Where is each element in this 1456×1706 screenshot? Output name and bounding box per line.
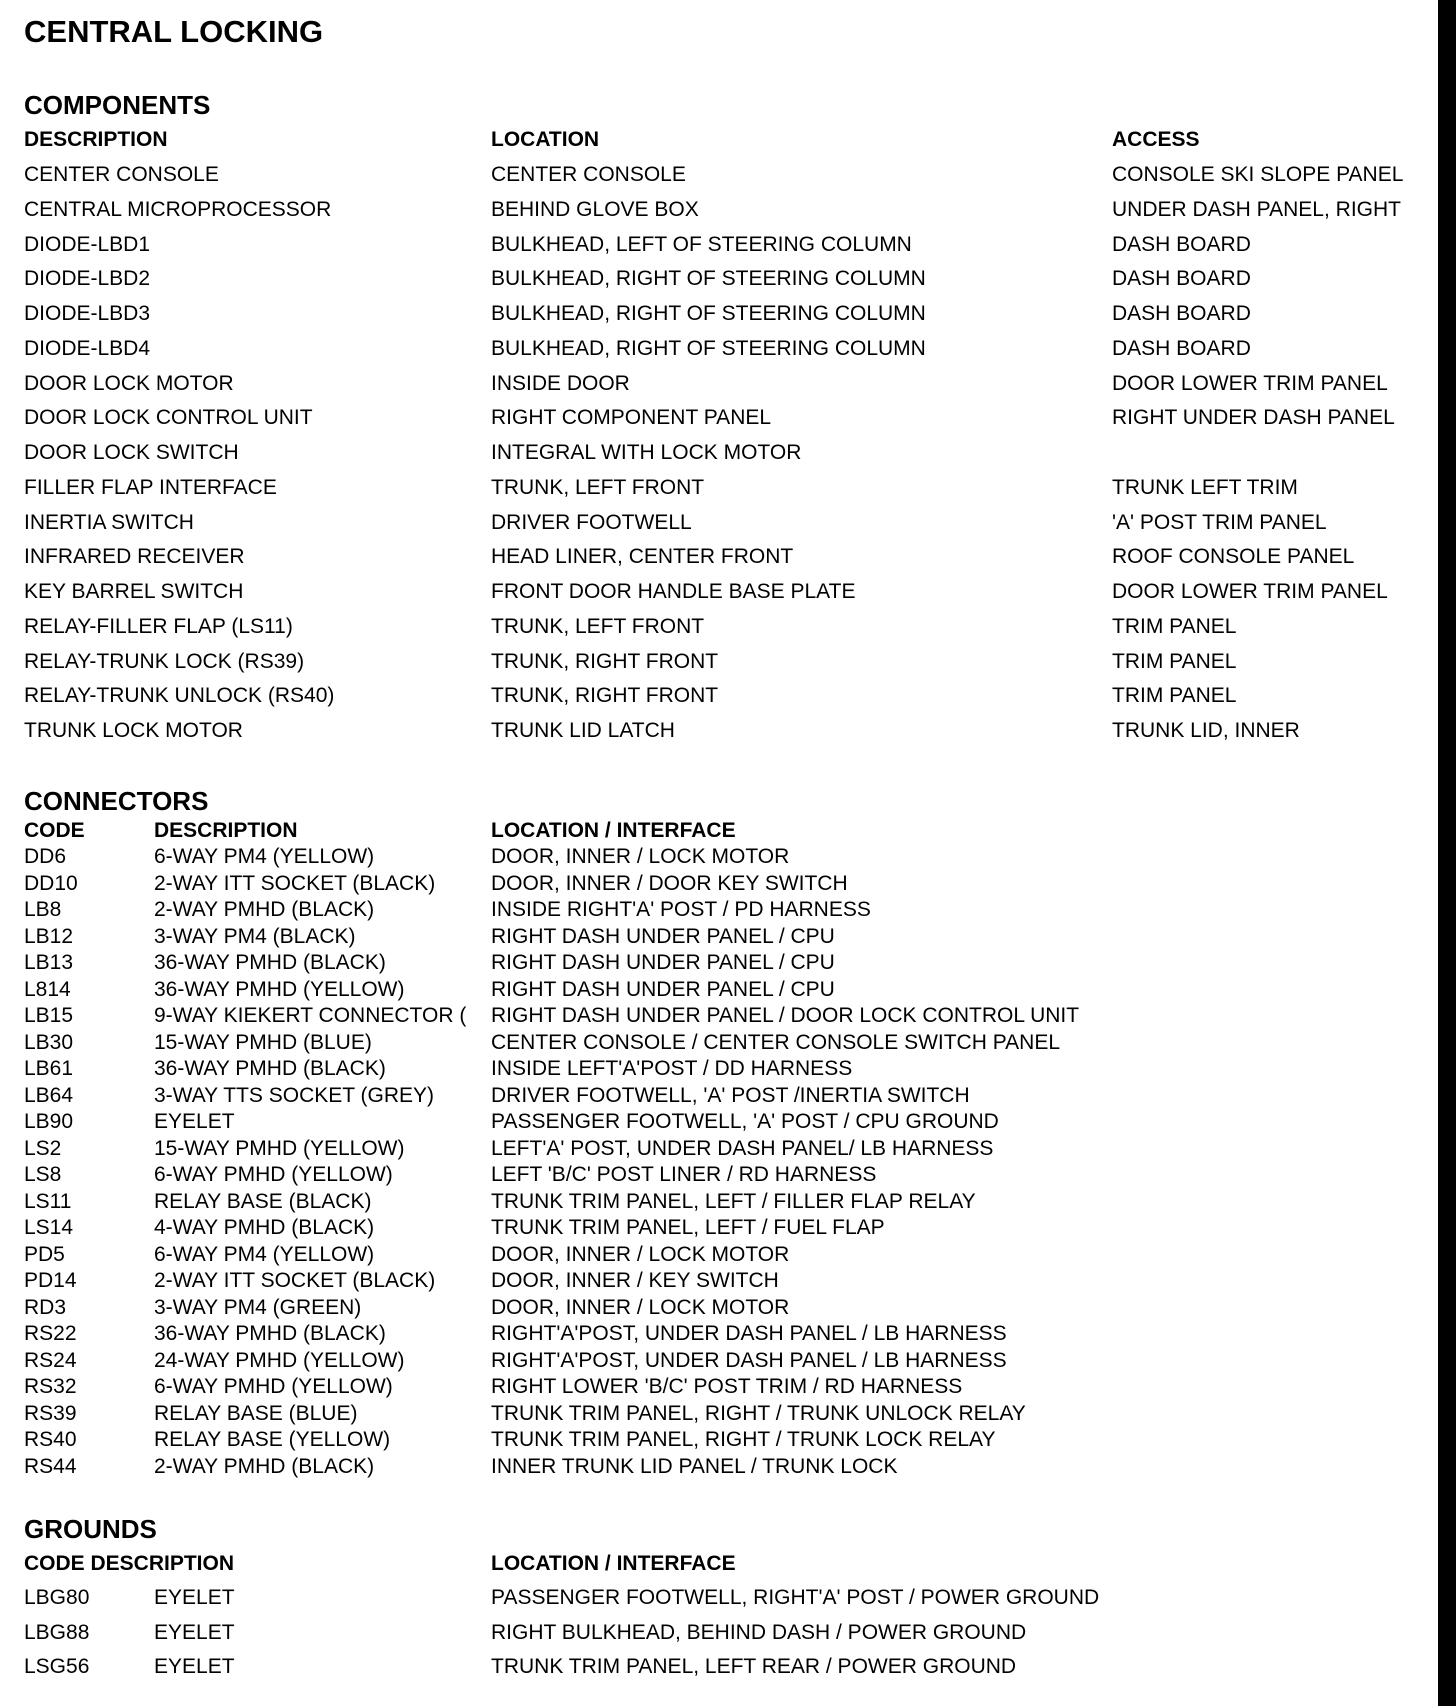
table-cell: DOOR, INNER / KEY SWITCH	[491, 1269, 779, 1292]
table-cell: TRUNK, LEFT FRONT	[491, 614, 705, 638]
table-cell: LB15	[24, 1004, 74, 1027]
table-cell: 6-WAY PMHD (YELLOW)	[154, 1375, 393, 1398]
table-cell: 15-WAY PMHD (YELLOW)	[154, 1136, 405, 1160]
table-cell: 4-WAY PMHD (BLACK)	[154, 1216, 375, 1239]
table-cell: 2-WAY PMHD (BLACK)	[154, 1454, 375, 1478]
table-cell: TRUNK LID LATCH	[491, 719, 675, 742]
table-cell: DOOR LOCK SWITCH	[24, 441, 239, 464]
table-cell: 2-WAY PMHD (BLACK)	[154, 898, 375, 921]
table-cell: TRUNK, LEFT FRONT	[491, 475, 705, 499]
table-cell: KEY BARREL SWITCH	[24, 580, 244, 603]
table-cell: DASH BOARD	[1112, 232, 1251, 256]
table-cell: CONSOLE SKI SLOPE PANEL	[1112, 163, 1404, 186]
table-cell: RS32	[24, 1375, 77, 1398]
table-cell: LS8	[24, 1163, 62, 1186]
table-cell: EYELET	[154, 1110, 235, 1133]
table-cell: ROOF CONSOLE PANEL	[1112, 545, 1355, 569]
table-cell: RS24	[24, 1348, 77, 1372]
table-cell: INFRARED RECEIVER	[24, 545, 245, 569]
table-cell: RIGHT'A'POST, UNDER DASH PANEL / LB HARNESS	[491, 1322, 1007, 1345]
column-header-description: DESCRIPTION	[154, 819, 298, 842]
table-cell: CENTER CONSOLE	[24, 163, 219, 186]
table-cell: RIGHT DASH UNDER PANEL / CPU	[491, 924, 835, 948]
table-cell: 9-WAY KIEKERT CONNECTOR (	[154, 1004, 467, 1027]
table-cell: TRUNK TRIM PANEL, LEFT / FILLER FLAP RELAY	[491, 1189, 976, 1213]
table-cell: DASH BOARD	[1112, 336, 1251, 360]
table-cell: LS2	[24, 1136, 62, 1160]
column-header-code: CODE	[24, 819, 85, 842]
table-cell: DD10	[24, 871, 78, 895]
table-cell: PASSENGER FOOTWELL, RIGHT'A' POST / POWER GROUND	[491, 1586, 1100, 1609]
table-cell: DIODE-LBD4	[24, 336, 151, 360]
table-cell: LBG80	[24, 1586, 90, 1609]
table-cell: 3-WAY TTS SOCKET (GREY)	[154, 1083, 435, 1107]
connectors-heading: CONNECTORS	[24, 786, 209, 816]
table-cell: CENTRAL MICROPROCESSOR	[24, 197, 332, 221]
table-cell: RS40	[24, 1428, 77, 1451]
table-cell: TRIM PANEL	[1112, 649, 1237, 673]
table-cell: DOOR, INNER / DOOR KEY SWITCH	[491, 871, 848, 895]
table-cell: 6-WAY PM4 (YELLOW)	[154, 1242, 375, 1266]
table-cell: RS44	[24, 1454, 77, 1478]
table-cell: TRUNK TRIM PANEL, RIGHT / TRUNK UNLOCK RELAY	[491, 1401, 1026, 1425]
table-cell: INSIDE RIGHT'A' POST / PD HARNESS	[491, 898, 871, 921]
table-cell: PD5	[24, 1242, 65, 1266]
table-cell: 36-WAY PMHD (BLACK)	[154, 951, 386, 974]
table-cell: TRUNK LID, INNER	[1112, 719, 1300, 742]
table-cell: RELAY-TRUNK LOCK (RS39)	[24, 649, 305, 673]
table-cell: 36-WAY PMHD (BLACK)	[154, 1057, 386, 1080]
table-cell: LB61	[24, 1057, 74, 1080]
table-cell: TRIM PANEL	[1112, 684, 1237, 708]
table-cell: TRUNK, RIGHT FRONT	[491, 684, 719, 708]
table-cell: LB8	[24, 898, 62, 921]
table-cell: DOOR LOCK MOTOR	[24, 371, 234, 395]
components-heading: COMPONENTS	[24, 90, 211, 120]
table-cell: RS39	[24, 1401, 77, 1425]
table-cell: L814	[24, 977, 71, 1001]
table-cell: CENTER CONSOLE / CENTER CONSOLE SWITCH PANEL	[491, 1030, 1061, 1054]
table-cell: BULKHEAD, RIGHT OF STEERING COLUMN	[491, 302, 926, 325]
table-cell: RIGHT DASH UNDER PANEL / DOOR LOCK CONTROL UNIT	[491, 1004, 1080, 1027]
table-cell: 2-WAY ITT SOCKET (BLACK)	[154, 1269, 436, 1292]
table-cell: TRUNK LEFT TRIM	[1112, 475, 1298, 499]
table-cell: LS14	[24, 1216, 74, 1239]
table-cell: LSG56	[24, 1655, 90, 1679]
table-cell: PASSENGER FOOTWELL, 'A' POST / CPU GROUND	[491, 1110, 999, 1133]
table-cell: EYELET	[154, 1620, 235, 1644]
table-cell: 15-WAY PMHD (BLUE)	[154, 1030, 372, 1054]
table-cell: 3-WAY PM4 (BLACK)	[154, 924, 356, 948]
table-cell: LEFT'A' POST, UNDER DASH PANEL/ LB HARNESS	[491, 1136, 994, 1160]
table-cell: DOOR LOCK CONTROL UNIT	[24, 406, 313, 430]
table-cell: BULKHEAD, RIGHT OF STEERING COLUMN	[491, 267, 926, 291]
table-cell: DRIVER FOOTWELL, 'A' POST /INERTIA SWITCH	[491, 1083, 970, 1107]
column-header-location-interface: LOCATION / INTERFACE	[491, 819, 736, 842]
table-cell: TRUNK TRIM PANEL, LEFT / FUEL FLAP	[491, 1216, 885, 1239]
table-cell: EYELET	[154, 1655, 235, 1679]
table-cell: INTEGRAL WITH LOCK MOTOR	[491, 441, 802, 464]
table-cell: DIODE-LBD2	[24, 267, 151, 291]
table-cell: LB12	[24, 924, 74, 948]
table-cell: DASH BOARD	[1112, 267, 1251, 291]
table-cell: FILLER FLAP INTERFACE	[24, 475, 277, 499]
table-cell: INSIDE DOOR	[491, 371, 630, 395]
table-cell: TRIM PANEL	[1112, 614, 1237, 638]
table-cell: 'A' POST TRIM PANEL	[1112, 510, 1327, 534]
table-cell: TRUNK TRIM PANEL, LEFT REAR / POWER GROUND	[491, 1655, 1017, 1679]
table-cell: CENTER CONSOLE	[491, 163, 686, 186]
table-cell: TRUNK, RIGHT FRONT	[491, 649, 719, 673]
table-cell: RIGHT COMPONENT PANEL	[491, 406, 772, 430]
table-cell: RIGHT'A'POST, UNDER DASH PANEL / LB HARNESS	[491, 1348, 1007, 1372]
table-cell: DOOR LOWER TRIM PANEL	[1112, 371, 1388, 395]
table-cell: 2-WAY ITT SOCKET (BLACK)	[154, 871, 436, 895]
table-cell: BEHIND GLOVE BOX	[491, 197, 699, 221]
table-cell: 36-WAY PMHD (YELLOW)	[154, 977, 405, 1001]
table-cell: LEFT 'B/C' POST LINER / RD HARNESS	[491, 1163, 877, 1186]
table-cell: TRUNK TRIM PANEL, RIGHT / TRUNK LOCK RELAY	[491, 1428, 996, 1451]
table-cell: DD6	[24, 845, 67, 868]
table-cell: BULKHEAD, LEFT OF STEERING COLUMN	[491, 232, 912, 256]
table-cell: LB64	[24, 1083, 74, 1107]
table-cell: LB13	[24, 951, 74, 974]
table-cell: DOOR, INNER / LOCK MOTOR	[491, 1295, 790, 1319]
table-cell: RS22	[24, 1322, 77, 1345]
table-cell: INNER TRUNK LID PANEL / TRUNK LOCK	[491, 1454, 898, 1478]
table-cell: DIODE-LBD3	[24, 302, 151, 325]
table-cell: RELAY BASE (BLUE)	[154, 1401, 358, 1425]
table-cell: DRIVER FOOTWELL	[491, 510, 692, 534]
table-cell: DOOR, INNER / LOCK MOTOR	[491, 845, 790, 868]
table-cell: EYELET	[154, 1586, 235, 1609]
column-header-location: LOCATION	[491, 128, 600, 151]
table-cell: INERTIA SWITCH	[24, 510, 194, 534]
table-cell: RELAY BASE (YELLOW)	[154, 1428, 391, 1451]
table-cell: 36-WAY PMHD (BLACK)	[154, 1322, 386, 1345]
table-cell: RELAY BASE (BLACK)	[154, 1189, 372, 1213]
grounds-heading: GROUNDS	[24, 1514, 157, 1544]
table-cell: 3-WAY PM4 (GREEN)	[154, 1295, 362, 1319]
table-cell: LBG88	[24, 1620, 90, 1644]
table-cell: DASH BOARD	[1112, 302, 1251, 325]
table-cell: DOOR LOWER TRIM PANEL	[1112, 580, 1388, 603]
table-cell: BULKHEAD, RIGHT OF STEERING COLUMN	[491, 336, 926, 360]
column-header-description: DESCRIPTION	[24, 128, 168, 151]
table-cell: LS11	[24, 1189, 72, 1213]
table-cell: TRUNK LOCK MOTOR	[24, 719, 243, 742]
column-header-code-description: CODE DESCRIPTION	[24, 1552, 235, 1575]
table-cell: FRONT DOOR HANDLE BASE PLATE	[491, 580, 856, 603]
table-cell: HEAD LINER, CENTER FRONT	[491, 545, 794, 569]
table-cell: RELAY-FILLER FLAP (LS11)	[24, 614, 293, 638]
table-cell: 24-WAY PMHD (YELLOW)	[154, 1348, 405, 1372]
table-cell: RIGHT DASH UNDER PANEL / CPU	[491, 977, 835, 1001]
table-cell: LB90	[24, 1110, 74, 1133]
column-header-access: ACCESS	[1112, 128, 1200, 151]
table-cell: RELAY-TRUNK UNLOCK (RS40)	[24, 684, 335, 708]
table-cell: DIODE-LBD1	[24, 232, 151, 256]
table-cell: 6-WAY PM4 (YELLOW)	[154, 845, 375, 868]
table-cell: RIGHT UNDER DASH PANEL	[1112, 406, 1395, 430]
table-cell: UNDER DASH PANEL, RIGHT	[1112, 197, 1401, 221]
page-title: CENTRAL LOCKING	[24, 14, 324, 49]
column-header-location-interface: LOCATION / INTERFACE	[491, 1552, 736, 1575]
table-cell: 6-WAY PMHD (YELLOW)	[154, 1163, 393, 1186]
table-cell: PD14	[24, 1269, 77, 1292]
table-cell: RD3	[24, 1295, 67, 1319]
table-cell: INSIDE LEFT'A'POST / DD HARNESS	[491, 1057, 853, 1080]
page-edge-bar	[1438, 0, 1456, 1706]
table-cell: RIGHT BULKHEAD, BEHIND DASH / POWER GROUND	[491, 1620, 1027, 1644]
table-cell: DOOR, INNER / LOCK MOTOR	[491, 1242, 790, 1266]
table-cell: RIGHT DASH UNDER PANEL / CPU	[491, 951, 835, 974]
table-cell: LB30	[24, 1030, 74, 1054]
table-cell: RIGHT LOWER 'B/C' POST TRIM / RD HARNESS	[491, 1375, 963, 1398]
